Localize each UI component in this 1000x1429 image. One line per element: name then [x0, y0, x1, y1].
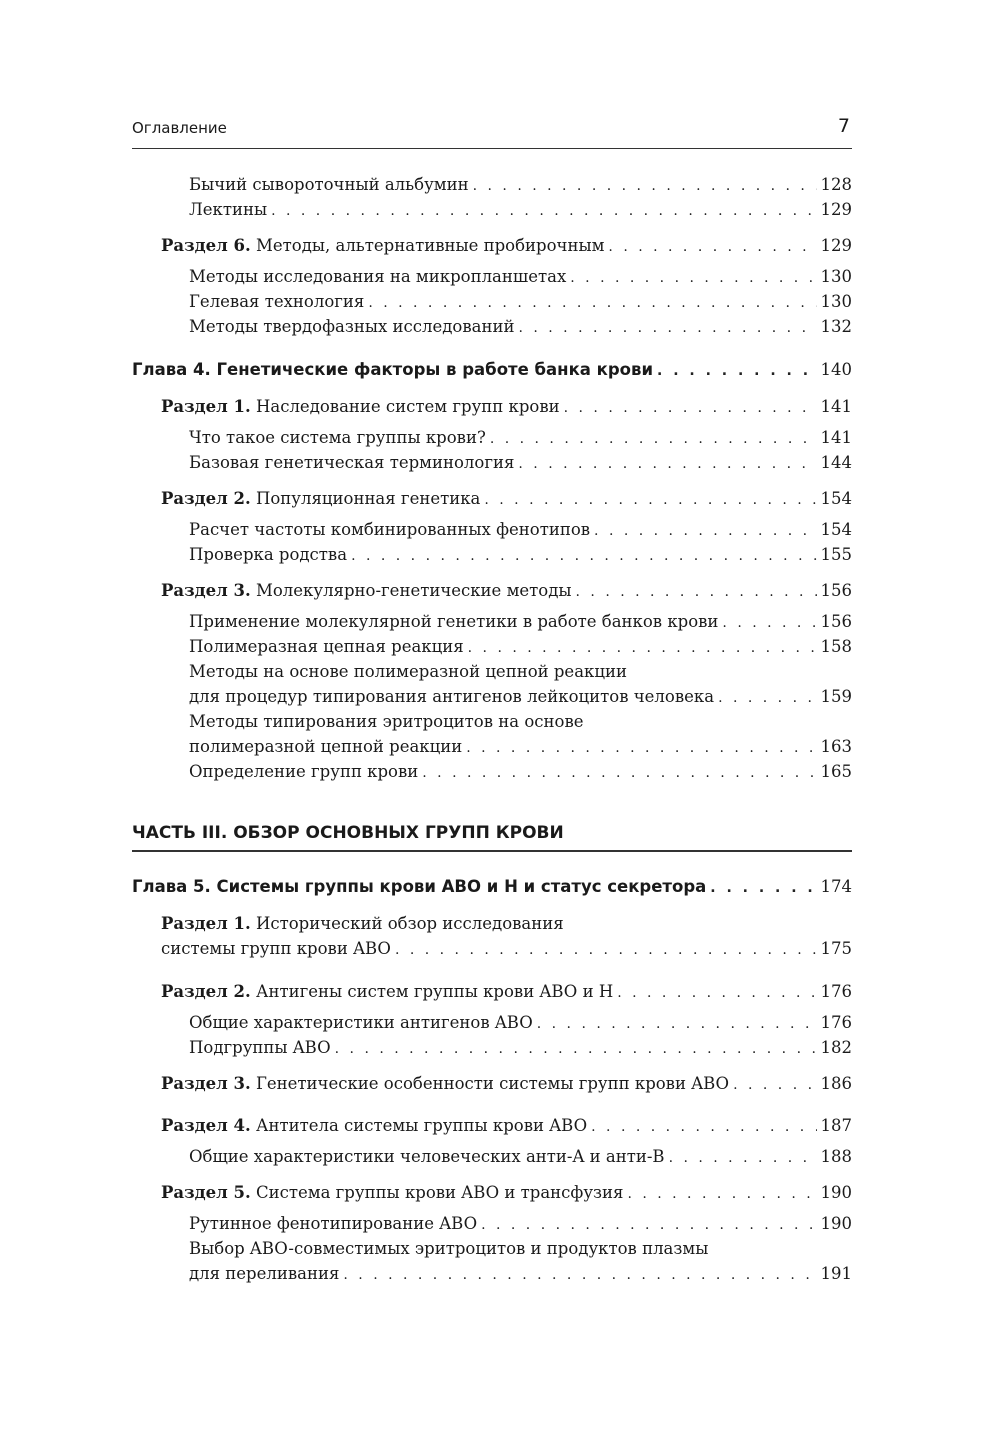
toc-entry-title: для переливания	[189, 1264, 340, 1283]
toc-entry-title-line: Методы типирования эритроцитов на основе	[189, 712, 584, 731]
toc-entry-page: 130	[820, 292, 852, 311]
toc-entry-title: Расчет частоты комбинированных фенотипов	[189, 520, 591, 539]
toc-entry-title: Рутинное фенотипирование ABO	[189, 1214, 478, 1233]
toc-entry[interactable]	[189, 636, 852, 658]
dot-leader	[591, 1116, 816, 1138]
toc-entry-page: 186	[820, 1074, 852, 1093]
toc-entry-page: 129	[820, 236, 852, 255]
dot-leader	[422, 762, 816, 784]
toc-entry-page: 144	[820, 453, 852, 472]
toc-entry[interactable]	[189, 427, 852, 449]
toc-section-entry[interactable]	[161, 488, 852, 510]
toc-entry-title: Наследование систем групп крови	[250, 397, 560, 416]
section-number: Раздел 3.	[161, 1074, 251, 1093]
toc-entry-page: 188	[820, 1147, 852, 1166]
toc-entry[interactable]	[189, 736, 852, 758]
toc-entry-page: 190	[820, 1183, 852, 1202]
section-number: Раздел 2.	[161, 489, 251, 508]
toc-entry-title-line: Выбор ABO-совместимых эритроцитов и продуктов плазмы	[189, 1239, 709, 1258]
toc-section-entry[interactable]	[161, 981, 852, 1003]
toc-entry-title: Методы твердофазных исследований	[189, 317, 515, 336]
toc-entry-title: Подгруппы ABO	[189, 1038, 331, 1057]
toc-section-entry[interactable]	[161, 580, 852, 602]
toc-entry-page: 141	[820, 428, 852, 447]
toc-entry-page: 155	[820, 545, 852, 564]
toc-entry-title: Гелевая технология	[189, 292, 365, 311]
running-head-title: Оглавление	[132, 119, 227, 137]
toc-entry-page: 165	[820, 762, 852, 781]
toc-entry-page: 182	[820, 1038, 852, 1057]
toc-entry-page: 191	[820, 1264, 852, 1283]
dot-leader	[368, 292, 816, 314]
toc-entry-page: 130	[820, 267, 852, 286]
toc-entry[interactable]	[189, 1263, 852, 1285]
dot-leader	[484, 489, 816, 511]
toc-entry-title: Полимеразная цепная реакция	[189, 637, 464, 656]
toc-entry-page: 154	[820, 520, 852, 539]
toc-entry-page: 187	[820, 1116, 852, 1135]
toc-chapter-entry[interactable]	[132, 876, 852, 898]
toc-entry[interactable]	[189, 544, 852, 566]
section-number: Раздел 1.	[161, 914, 251, 933]
toc-entry-title: Общие характеристики человеческих анти-A и анти-B	[189, 1147, 665, 1166]
toc-entry-title: Бычий сывороточный альбумин	[189, 175, 469, 194]
toc-entry[interactable]	[189, 452, 852, 474]
toc-entry-title: Определение групп крови	[189, 762, 419, 781]
dot-leader	[518, 317, 816, 339]
dot-leader	[669, 1147, 817, 1169]
part-rule	[132, 850, 852, 852]
toc-entry-title-line: Методы на основе полимеразной цепной реакции	[189, 662, 627, 681]
toc-entry-title: Популяционная генетика	[250, 489, 481, 508]
toc-entry[interactable]	[189, 1213, 852, 1235]
dot-leader	[518, 453, 816, 475]
toc-entry[interactable]	[189, 1012, 852, 1034]
toc-entry-page: 132	[820, 317, 852, 336]
dot-leader	[570, 267, 816, 289]
toc-entry-title: Генетические особенности системы групп крови ABO	[250, 1074, 730, 1093]
toc-entry[interactable]	[189, 611, 852, 633]
section-number: Раздел 4.	[161, 1116, 251, 1135]
toc-entry[interactable]	[189, 519, 852, 541]
toc-entry-page: 140	[820, 360, 852, 379]
toc-entry-title: для процедур типирования антигенов лейкоцитов человека	[189, 687, 715, 706]
toc-entry-title: Система группы крови ABO и трансфузия	[250, 1183, 624, 1202]
header-rule	[132, 148, 852, 149]
toc-entry[interactable]	[189, 199, 852, 221]
toc-entry[interactable]	[189, 761, 852, 783]
dot-leader	[481, 1214, 816, 1236]
dot-leader	[395, 939, 817, 961]
dot-leader	[733, 1074, 816, 1096]
dot-leader	[335, 1038, 817, 1060]
toc-entry-title: Методы исследования на микропланшетах	[189, 267, 567, 286]
dot-leader	[271, 200, 816, 222]
page-number: 7	[837, 115, 850, 137]
toc-entry-title: Антитела системы группы крови ABO	[250, 1116, 588, 1135]
toc-entry[interactable]	[189, 174, 852, 196]
toc-entry-page: 176	[820, 982, 852, 1001]
toc-entry[interactable]	[189, 291, 852, 313]
toc-entry-page: 190	[820, 1214, 852, 1233]
toc-entry-title: Лектины	[189, 200, 268, 219]
section-number: Раздел 6.	[161, 236, 251, 255]
toc-entry-title: Применение молекулярной генетики в работе банков крови	[189, 612, 719, 631]
section-number: Раздел 5.	[161, 1183, 251, 1202]
dot-leader	[537, 1013, 817, 1035]
toc-entry-title: Что такое система группы крови?	[189, 428, 486, 447]
toc-entry-title: Антигены систем группы крови ABO и H	[250, 982, 614, 1001]
section-number: Раздел 3.	[161, 581, 251, 600]
dot-leader	[627, 1183, 816, 1205]
toc-section-entry[interactable]	[161, 1073, 852, 1095]
toc-page	[132, 0, 852, 1429]
toc-entry[interactable]	[189, 1037, 852, 1059]
dot-leader	[657, 360, 816, 382]
toc-entry-page: 141	[820, 397, 852, 416]
chapter-title: Глава 5. Системы группы крови ABO и H и статус секретора	[132, 877, 707, 896]
running-head	[132, 116, 852, 140]
dot-leader	[594, 520, 816, 542]
section-number: Раздел 2.	[161, 982, 251, 1001]
dot-leader	[490, 428, 817, 450]
toc-entry-page: 176	[820, 1013, 852, 1032]
toc-entry-title: Проверка родства	[189, 545, 348, 564]
toc-entry-page: 156	[820, 581, 852, 600]
dot-leader	[576, 581, 817, 603]
dot-leader	[468, 637, 817, 659]
toc-entry-title: Общие характеристики антигенов ABO	[189, 1013, 533, 1032]
dot-leader	[710, 877, 816, 899]
toc-entry-page: 175	[820, 939, 852, 958]
toc-entry-title: системы групп крови ABO	[161, 939, 391, 958]
toc-entry-page: 129	[820, 200, 852, 219]
toc-entry-page: 163	[820, 737, 852, 756]
toc-entry-page: 158	[820, 637, 852, 656]
dot-leader	[343, 1264, 816, 1286]
toc-entry-title: Базовая генетическая терминология	[189, 453, 515, 472]
dot-leader	[608, 236, 816, 258]
toc-entry-page: 156	[820, 612, 852, 631]
toc-entry[interactable]	[189, 316, 852, 338]
toc-entry[interactable]	[189, 266, 852, 288]
toc-entry-page: 154	[820, 489, 852, 508]
toc-entry-page: 174	[820, 877, 852, 896]
dot-leader	[466, 737, 816, 759]
dot-leader	[473, 175, 817, 197]
chapter-title: Глава 4. Генетические факторы в работе банка крови	[132, 360, 654, 379]
toc-entry[interactable]	[189, 1146, 852, 1168]
toc-entry-title: Молекулярно-генетические методы	[250, 581, 572, 600]
toc-entry-page: 128	[820, 175, 852, 194]
toc-entry-title: Исторический обзор исследования	[250, 914, 564, 933]
toc-section-title-line	[161, 913, 564, 935]
dot-leader	[718, 687, 816, 709]
dot-leader	[617, 982, 816, 1004]
toc-section-entry[interactable]	[161, 235, 852, 257]
part-title[interactable]: ЧАСТЬ III. ОБЗОР ОСНОВНЫХ ГРУПП КРОВИ	[132, 823, 564, 843]
toc-entry-page: 159	[820, 687, 852, 706]
toc-entry[interactable]	[189, 686, 852, 708]
toc-entry-title: полимеразной цепной реакции	[189, 737, 463, 756]
dot-leader	[564, 397, 817, 419]
toc-chapter-entry[interactable]	[132, 359, 852, 381]
toc-section-entry[interactable]	[161, 396, 852, 418]
toc-section-entry[interactable]	[161, 1115, 852, 1137]
section-number: Раздел 1.	[161, 397, 251, 416]
dot-leader	[351, 545, 816, 567]
toc-section-entry[interactable]	[161, 938, 852, 960]
toc-section-entry[interactable]	[161, 1182, 852, 1204]
toc-entry-title: Методы, альтернативные пробирочным	[250, 236, 605, 255]
dot-leader	[722, 612, 816, 634]
